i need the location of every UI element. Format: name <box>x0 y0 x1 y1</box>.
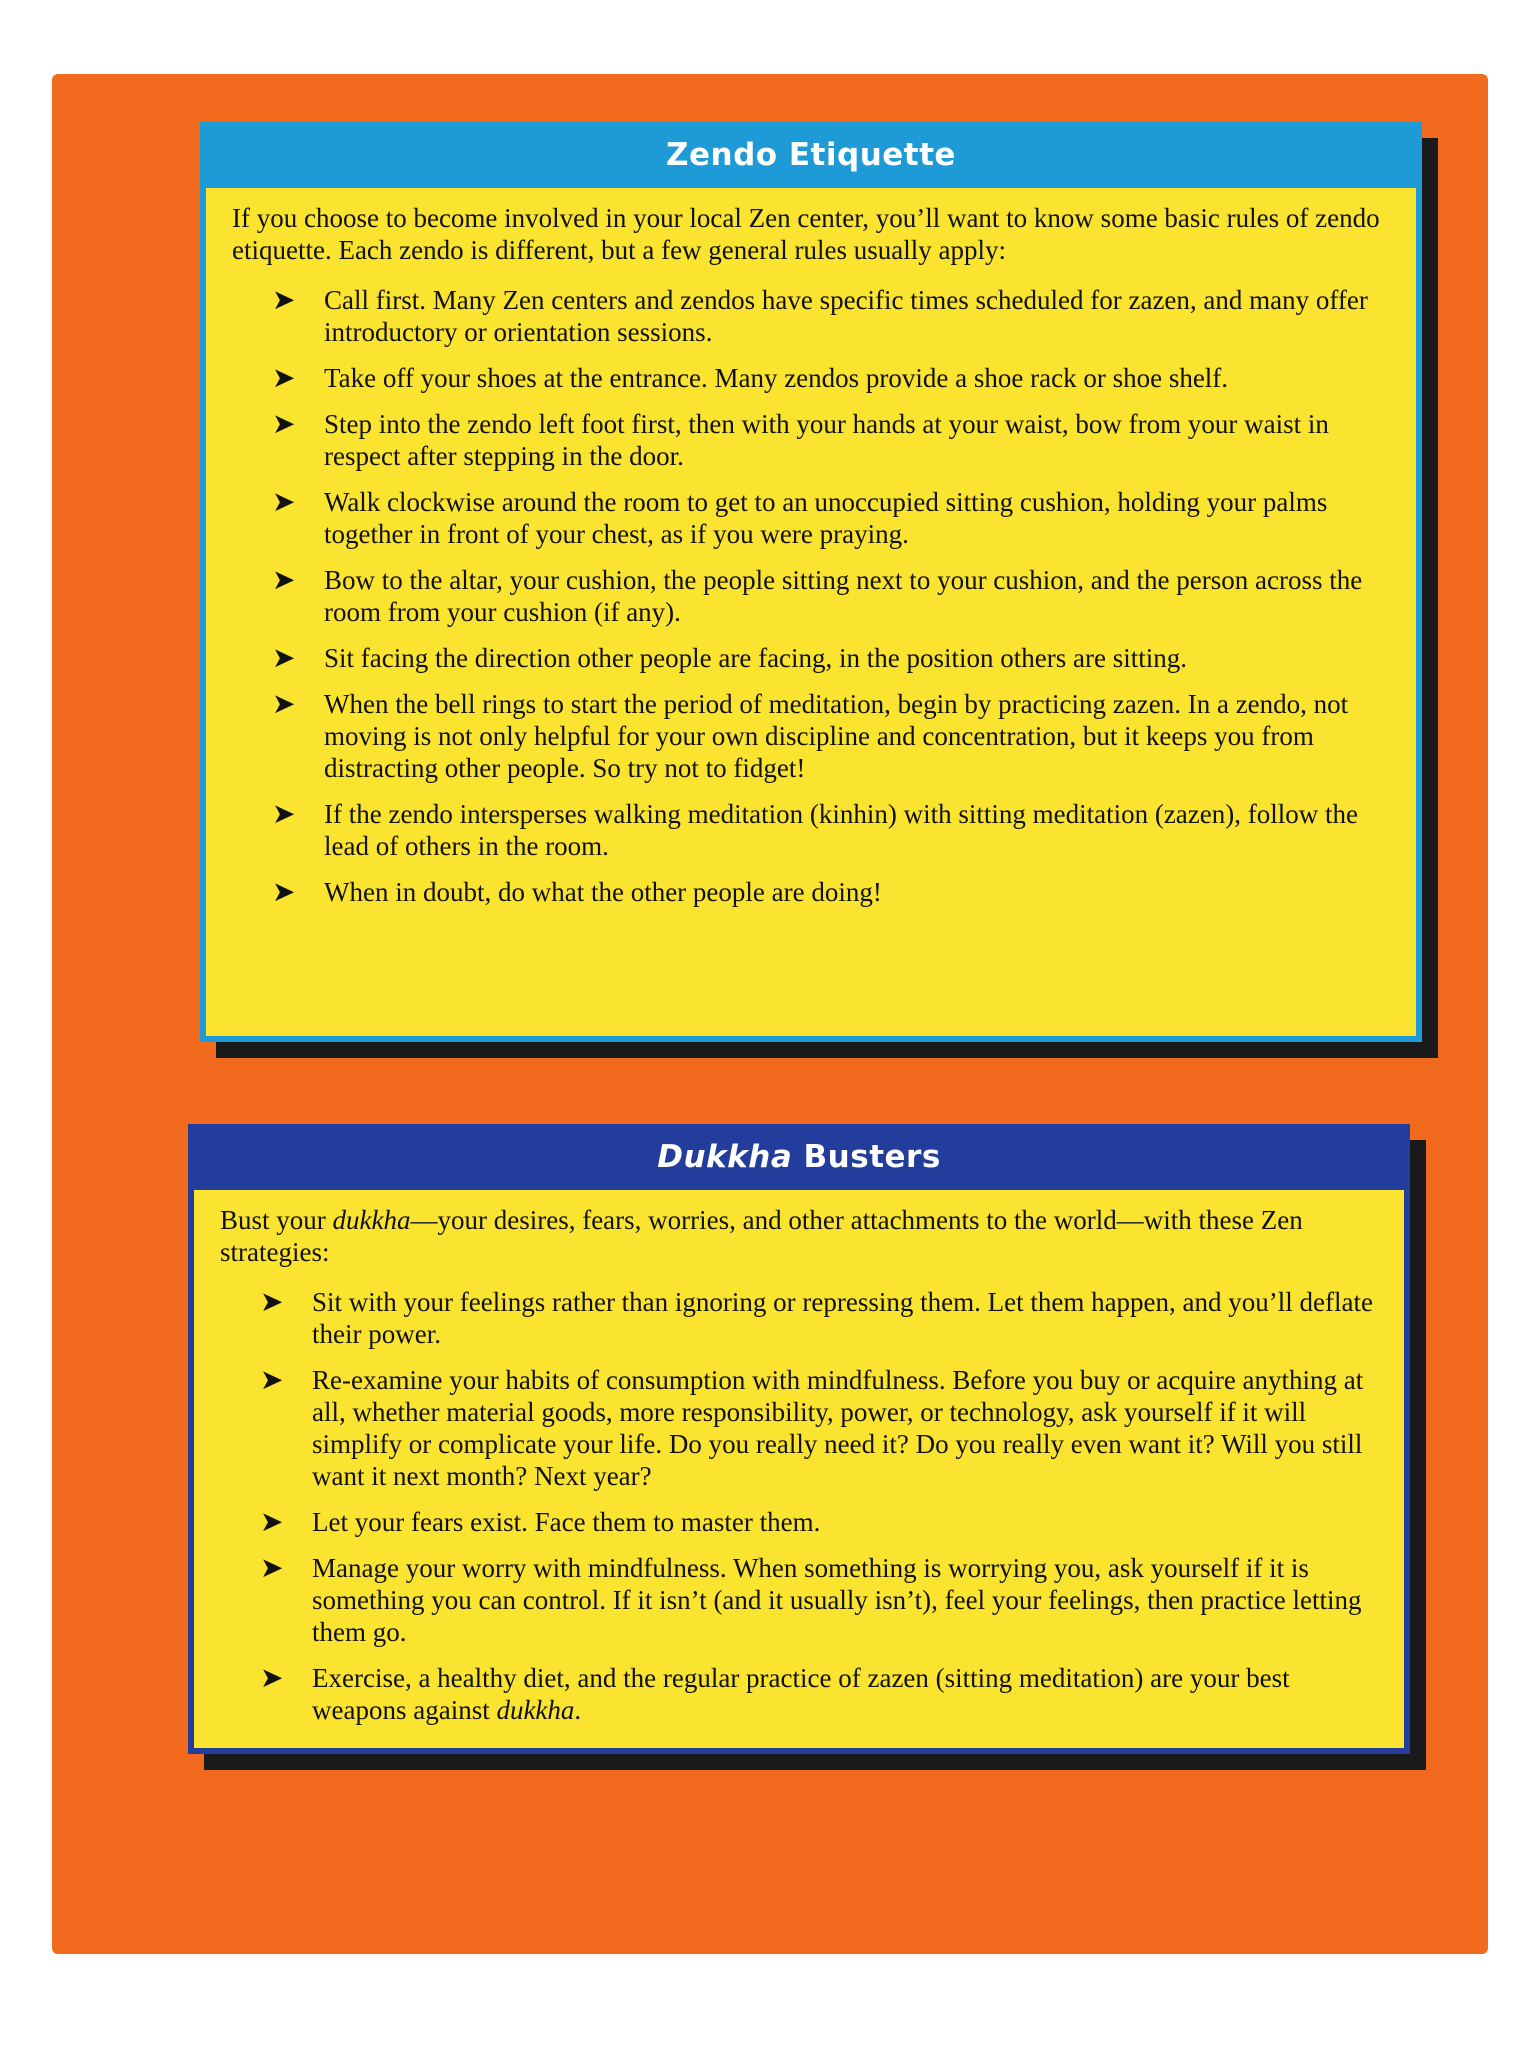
dukkha-strategies-list <box>220 1286 1382 1726</box>
arrow-bullet-icon: ➤ <box>272 485 296 518</box>
arrow-bullet-icon: ➤ <box>260 1661 284 1694</box>
dukkha-busters-box <box>188 1124 1410 1754</box>
list-item: ➤ Bow to the altar, your cushion, the people sitting next to your cushion, and the person across the room from your cushion (if any). <box>272 563 1363 627</box>
arrow-bullet-icon: ➤ <box>260 1505 284 1538</box>
zendo-intro: If you choose to become involved in your local Zen center, you’ll want to know some basic rules of zendo etiquette. Each zendo is different, but a few general rules usually apply: <box>232 203 1380 265</box>
arrow-bullet-icon: ➤ <box>260 1363 284 1396</box>
arrow-bullet-icon: ➤ <box>260 1551 284 1584</box>
list-item: ➤ Walk clockwise around the room to get to an unoccupied sitting cushion, holding your palms together in front of your chest, as if you were praying. <box>272 485 1328 549</box>
dukkha-intro: Bust your dukkha—your desires, fears, worries, and other attachments to the world—with these Zen strategies: <box>220 1205 1303 1267</box>
list-item: ➤ Re-examine your habits of consumption with mindfulness. Before you buy or acquire anything at all, whether material goods, more responsibility, power, or technology, ask yourself if it will simplify or complicate your life. Do you really need it? Do you really even want it? Will you still want it next month? Next year? <box>260 1363 1364 1491</box>
arrow-bullet-icon: ➤ <box>272 361 296 394</box>
arrow-bullet-icon: ➤ <box>260 1285 284 1318</box>
arrow-bullet-icon: ➤ <box>272 641 296 674</box>
zendo-etiquette-box <box>200 122 1422 1042</box>
orange-page <box>52 74 1488 1954</box>
arrow-bullet-icon: ➤ <box>272 407 296 440</box>
list-item: ➤ If the zendo intersperses walking meditation (kinhin) with sitting meditation (zazen), follow the lead of others in the room. <box>272 797 1358 861</box>
dukkha-busters-title: Dukkha Busters <box>188 1124 1410 1190</box>
arrow-bullet-icon: ➤ <box>272 283 296 316</box>
list-item: ➤ When in doubt, do what the other people are doing! <box>272 875 882 908</box>
list-item: ➤ Step into the zendo left foot first, then with your hands at your waist, bow from your waist in respect after stepping in the door. <box>272 407 1329 471</box>
list-item: ➤ Exercise, a healthy diet, and the regular practice of zazen (sitting meditation) are your best weapons against dukkha. <box>260 1661 1290 1725</box>
dukkha-busters-body <box>188 1190 1410 1754</box>
list-item: ➤ When the bell rings to start the period of meditation, begin by practicing zazen. In a zendo, not moving is not only helpful for your own discipline and concentration, but it keeps you from distracting other people. So try not to fidget! <box>272 687 1349 783</box>
list-item: ➤ Let your fears exist. Face them to master them. <box>260 1505 821 1538</box>
arrow-bullet-icon: ➤ <box>272 563 296 596</box>
zendo-etiquette-body <box>200 188 1422 1042</box>
zendo-etiquette-title: Zendo Etiquette <box>200 122 1422 188</box>
zendo-rules-list <box>232 284 1394 908</box>
list-item: ➤ Sit facing the direction other people are facing, in the position others are sitting. <box>272 641 1187 674</box>
arrow-bullet-icon: ➤ <box>272 687 296 720</box>
list-item: ➤ Sit with your feelings rather than ignoring or repressing them. Let them happen, and you’ll deflate their power. <box>260 1285 1373 1349</box>
arrow-bullet-icon: ➤ <box>272 875 296 908</box>
list-item: ➤ Take off your shoes at the entrance. Many zendos provide a shoe rack or shoe shelf. <box>272 361 1229 394</box>
arrow-bullet-icon: ➤ <box>272 797 296 830</box>
list-item: ➤ Manage your worry with mindfulness. When something is worrying you, ask yourself if it is something you can control. If it isn’t (and it usually isn’t), feel your feelings, then practice letting them go. <box>260 1551 1362 1647</box>
list-item: ➤ Call first. Many Zen centers and zendos have specific times scheduled for zazen, and many offer introductory or orientation sessions. <box>272 283 1368 347</box>
